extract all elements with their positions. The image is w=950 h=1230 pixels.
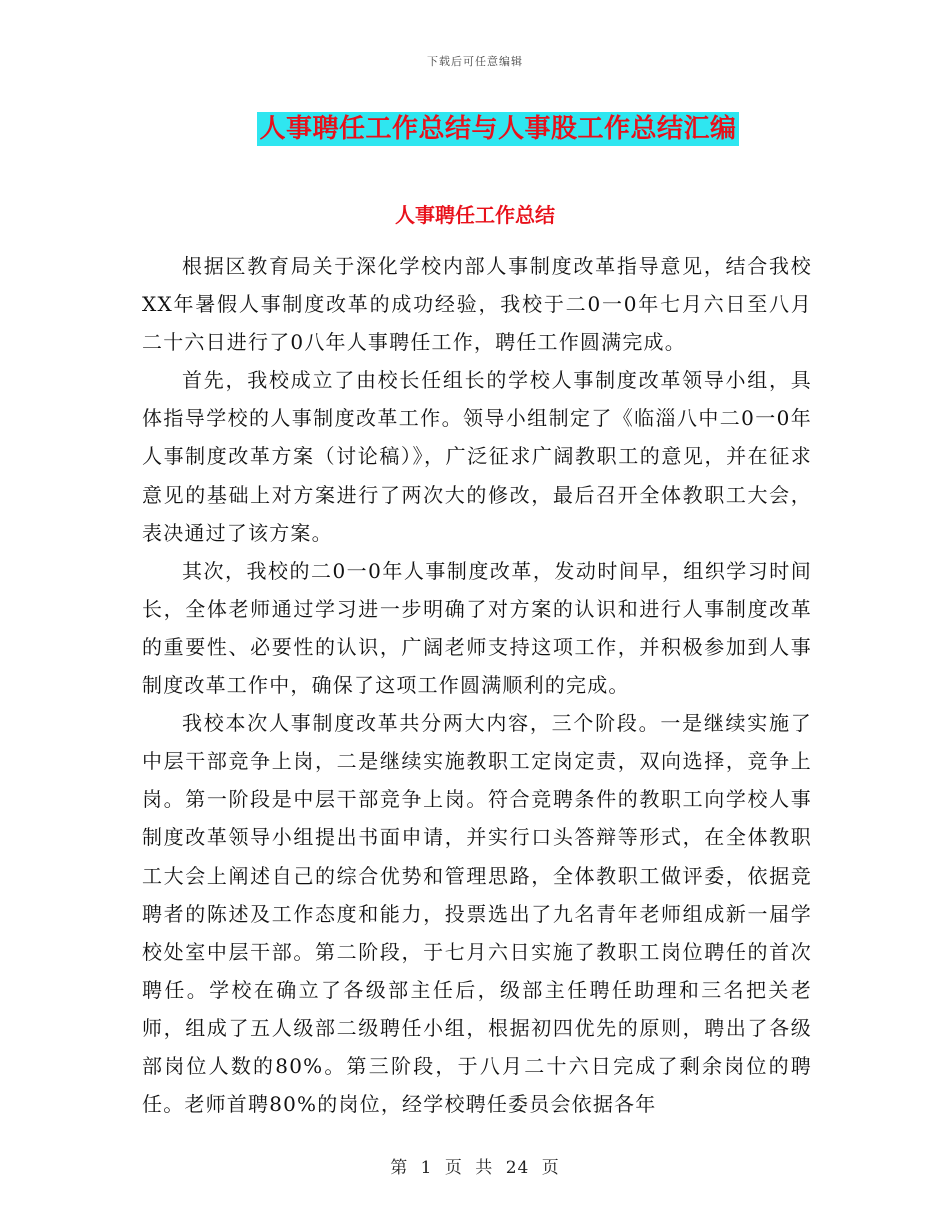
page-number-footer: 第 1 页 共 24 页 [390,1158,560,1178]
paragraph: 根据区教育局关于深化学校内部人事制度改革指导意见，结合我校XX年暑假人事制度改革的成功经验，我校于二0一0年七月六日至八月二十六日进行了0八年人事聘任工作，聘任工作圆满完成。 [142,254,812,355]
page-header-note: 下载后可任意编辑 [427,55,523,68]
paragraph: 其次，我校的二0一0年人事制度改革，发动时间早，组织学习时间长，全体老师通过学习进一步明确了对方案的认识和进行人事制度改革的重要性、必要性的认识，广阔老师支持这项工作，并积极参加到人事制度改革工作中，确保了这项工作圆满顺利的完成。 [142,558,812,698]
section-title: 人事聘任工作总结 [395,203,555,227]
paragraph: 首先，我校成立了由校长任组长的学校人事制度改革领导小组，具体指导学校的人事制度改革工作。领导小组制定了《临淄八中二0一0年人事制度改革方案（讨论稿）》，广泛征求广阔教职工的意见，并在征求意见的基础上对方案进行了两次大的修改，最后召开全体教职工大会，表决通过了该方案。 [142,368,812,545]
main-title: 人事聘任工作总结与人事股工作总结汇编 [259,114,737,144]
document-body [142,247,812,1123]
main-title-container [0,112,950,146]
paragraph: 我校本次人事制度改革共分两大内容，三个阶段。一是继续实施了中层干部竞争上岗，二是继续实施教职工定岗定责，双向选择，竞争上岗。第一阶段是中层干部竞争上岗。符合竞聘条件的教职工向学校人事制度改革领导小组提出书面申请，并实行口头答辩等形式，在全体教职工大会上阐述自己的综合优势和管理思路，全体教职工做评委，依据竞聘者的陈述及工作态度和能力，投票选出了九名青年老师组成新一届学校处室中层干部。第二阶段，于七月六日实施了教职工岗位聘任的首次聘任。学校在确立了各级部主任后，级部主任聘任助理和三名把关老师，组成了五人级部二级聘任小组，根据初四优先的原则，聘出了各级部岗位人数的80%。第三阶段，于八月二十六日完成了剩余岗位的聘任。老师首聘80%的岗位，经学校聘任委员会依据各年 [142,711,812,1117]
